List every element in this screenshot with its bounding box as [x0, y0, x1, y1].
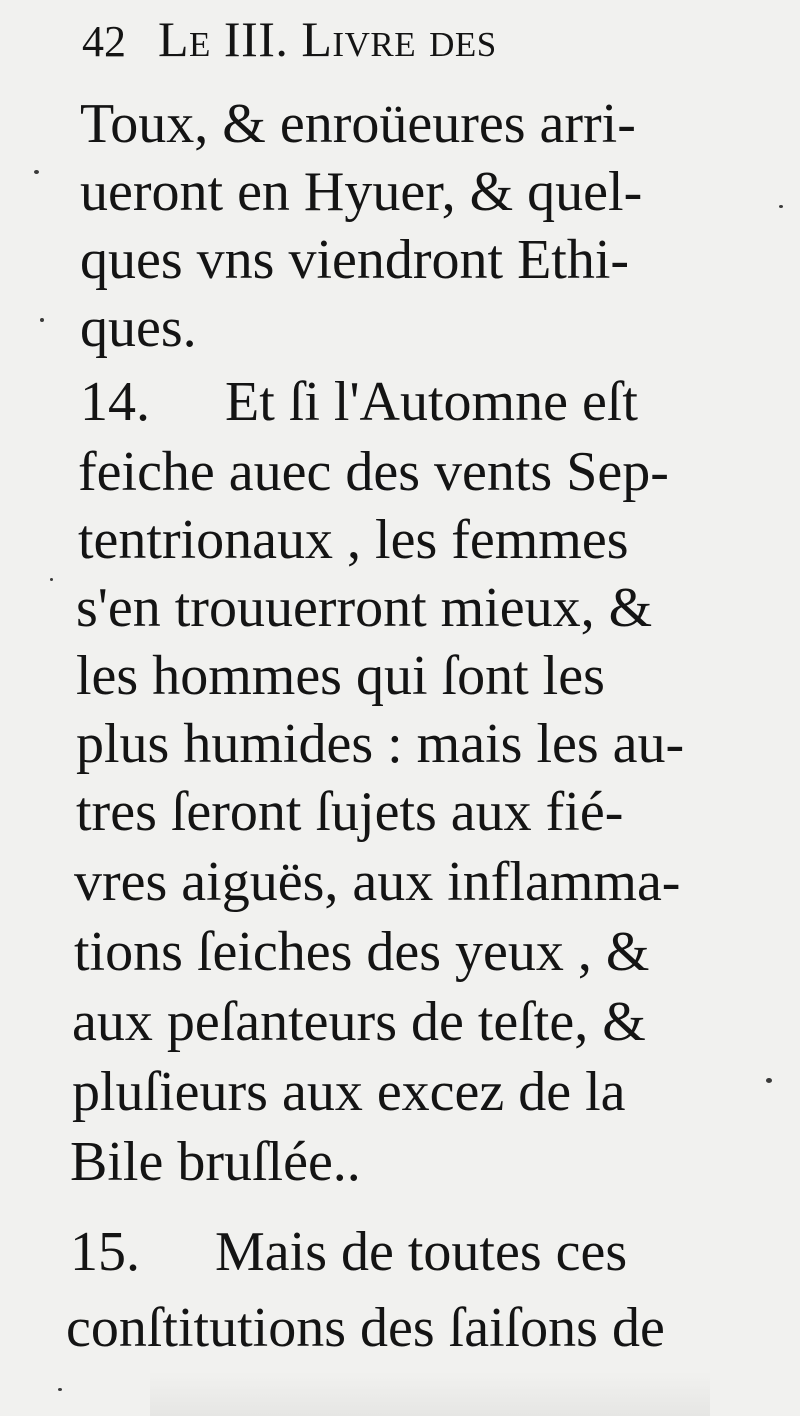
numbered-paragraph-start	[80, 370, 638, 436]
paragraph-text: Et ſi l'Automne eſt	[225, 371, 638, 433]
numbered-paragraph-start	[70, 1220, 627, 1286]
text-line: s'en trouuerront mieux, &	[76, 577, 653, 639]
ink-speck	[50, 578, 53, 581]
ink-speck	[58, 1388, 62, 1391]
text-line: ueront en Hyuer, & quel-	[80, 161, 643, 223]
text-line: tres ſeront ſujets aux fié-	[76, 781, 624, 843]
text-line: Toux, & enroüeures arri-	[80, 93, 636, 155]
paragraph-text: Mais de toutes ces	[215, 1221, 628, 1283]
ink-speck	[34, 170, 39, 174]
ink-speck	[779, 205, 783, 208]
text-line: aux peſanteurs de teſte, &	[72, 991, 646, 1053]
ink-speck	[766, 1078, 772, 1083]
ink-speck	[40, 318, 44, 322]
bleed-through-shadow	[150, 1372, 710, 1416]
text-line: plus humides : mais les au-	[76, 713, 685, 775]
text-line: Bile bruſlée..	[70, 1131, 361, 1193]
page-number: 42	[82, 17, 126, 66]
text-line: ques.	[80, 297, 197, 359]
text-line: vres aiguës, aux inflamma-	[74, 851, 681, 913]
text-line: feiche auec des vents Sep-	[78, 441, 669, 503]
text-line: tions ſeiches des yeux , &	[74, 921, 650, 983]
text-line: tentrionaux , les femmes	[78, 509, 629, 571]
text-line: ques vns viendront Ethi-	[80, 229, 630, 291]
running-title: Le III. Livre des	[158, 11, 497, 67]
paragraph-number: 15.	[70, 1221, 140, 1283]
text-line: les hommes qui ſont les	[76, 645, 605, 707]
text-line: pluſieurs aux excez de la	[72, 1061, 626, 1123]
paragraph-number: 14.	[80, 371, 150, 433]
text-line: conſtitutions des ſaiſons de	[66, 1297, 665, 1359]
page-header	[82, 10, 497, 74]
